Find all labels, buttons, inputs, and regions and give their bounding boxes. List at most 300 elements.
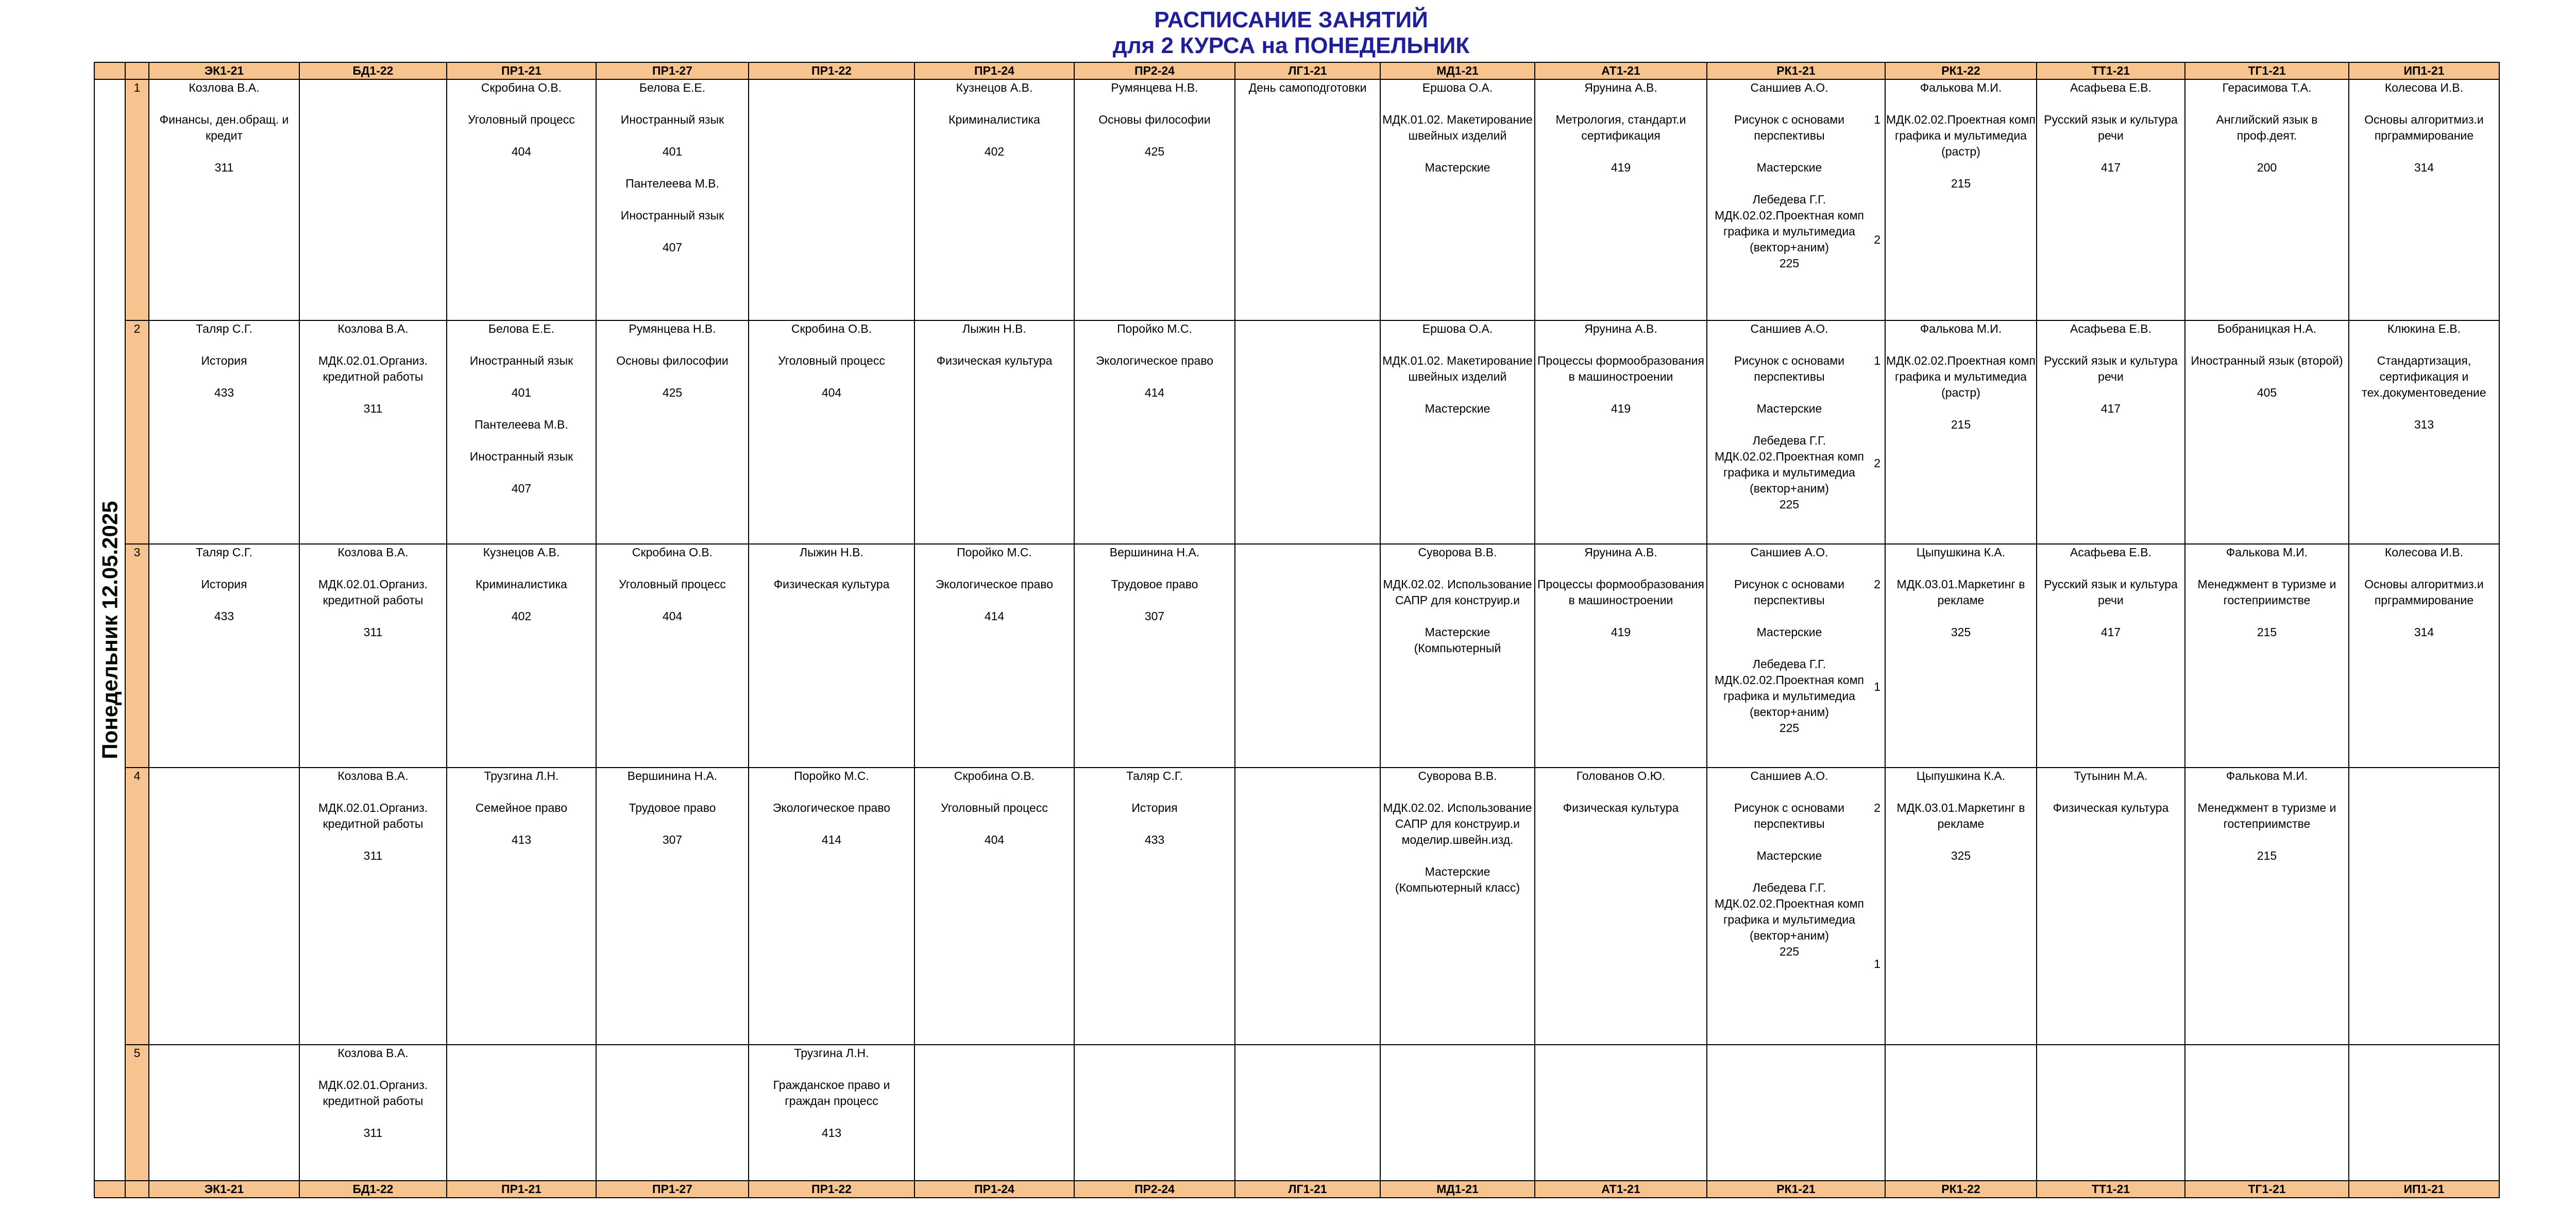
teacher-name: Пантелеева М.В. (474, 418, 568, 431)
subject-name: МДК.03.01.Маркетинг в рекламе (1896, 801, 2025, 830)
teacher-name: Козлова В.А. (337, 546, 409, 559)
period-number: 4 (125, 768, 149, 1045)
day-label: Понедельник 12.05.2025 (97, 501, 122, 759)
subgroup-number: 1 (1874, 680, 1880, 693)
room-number: 311 (363, 625, 383, 639)
lesson-cell (149, 768, 299, 1045)
teacher-name: Кузнецов А.В. (956, 81, 1033, 94)
subject-name: Менеджмент в туризме и гостеприимстве (2197, 577, 2336, 607)
lesson-cell (1885, 768, 2037, 1045)
subject-name: История (201, 577, 247, 591)
period-row (94, 320, 2499, 544)
group-header: ИП1-21 (2349, 62, 2499, 79)
lesson-cell (2185, 768, 2349, 1045)
subject-name: Трудовое право (629, 801, 716, 814)
teacher-name: Таляр С.Г. (1126, 769, 1183, 782)
subject-name: Физическая культура (1563, 801, 1679, 814)
subject-name: День самоподготовки (1248, 81, 1367, 94)
lesson-cell (1074, 79, 1235, 320)
room-number: Мастерские (Компьютерный (1414, 625, 1501, 655)
lesson-cell (1074, 768, 1235, 1045)
lesson-cell (2349, 79, 2499, 320)
room-number: 414 (821, 833, 842, 846)
room-number: 311 (363, 1126, 383, 1139)
lesson-cell (2185, 79, 2349, 320)
day-cell (94, 79, 125, 1181)
subject-name: История (201, 354, 247, 367)
teacher-name: Козлова В.А. (337, 769, 409, 782)
group-header: ЛГ1-21 (1235, 1181, 1380, 1198)
group-header: РК1-22 (1885, 62, 2037, 79)
subject-name: Основы философии (616, 354, 728, 367)
subject-name: Уголовный процесс (619, 577, 726, 591)
room-number: 200 (2257, 161, 2277, 174)
subject-name: Финансы, ден.обращ. и кредит (159, 113, 289, 142)
teacher-name: Кузнецов А.В. (483, 546, 560, 559)
room-number: 404 (984, 833, 1005, 846)
room-number: 407 (511, 482, 532, 495)
subject-name: Иностранный язык (469, 354, 573, 367)
period-number: 1 (125, 79, 149, 320)
bottom-header-row (94, 1181, 2499, 1198)
teacher-name: Суворова В.В. (1418, 546, 1497, 559)
subject-name: Стандартизация, сертификация и тех.документоведение (2362, 354, 2486, 399)
subject-name: Иностранный язык (620, 113, 724, 126)
subject-name: Английский язык в проф.деят. (2216, 113, 2318, 142)
room-number: 225 (1779, 721, 1800, 735)
lesson-cell (299, 320, 447, 544)
lesson-cell (1235, 1045, 1380, 1181)
teacher-name: Фалькова М.И. (1920, 81, 2002, 94)
room-number: Мастерские (1756, 161, 1822, 174)
group-header: ПР1-24 (914, 62, 1074, 79)
lesson-cell (447, 1045, 596, 1181)
lesson-cell (1380, 1045, 1535, 1181)
lesson-cell (299, 768, 447, 1045)
room-number: 215 (1951, 418, 1971, 431)
room-number: 314 (2414, 625, 2434, 639)
subject-name: Криминалистика (476, 577, 567, 591)
teacher-name: Лебедева Г.Г. (1752, 434, 1826, 447)
teacher-name: Цыпушкина К.А. (1916, 769, 2006, 782)
lesson-cell (2185, 320, 2349, 544)
lesson-cell (914, 544, 1074, 768)
teacher-name: Бобраницкая Н.А. (2217, 322, 2317, 335)
subject-name: МДК.02.01.Организ. кредитной работы (318, 1078, 428, 1108)
room-number: 404 (821, 386, 842, 399)
teacher-name: Таляр С.Г. (196, 546, 252, 559)
lesson-cell (596, 1045, 749, 1181)
group-header: ПР1-21 (447, 62, 596, 79)
subject-name: Русский язык и культура речи (2044, 577, 2178, 607)
teacher-name: Румянцева Н.В. (629, 322, 716, 335)
header-corner (125, 62, 149, 79)
subject-name: МДК.02.01.Организ. кредитной работы (318, 577, 428, 607)
subject-name: МДК.02.01.Организ. кредитной работы (318, 801, 428, 830)
subject-name: История (1131, 801, 1178, 814)
room-number: 313 (2414, 418, 2434, 431)
lesson-cell (1707, 320, 1885, 544)
room-number: 215 (2257, 625, 2277, 639)
lesson-cell (1885, 1045, 2037, 1181)
lesson-cell (1885, 320, 2037, 544)
subject-name: Уголовный процесс (468, 113, 575, 126)
teacher-name: Лебедева Г.Г. (1752, 193, 1826, 206)
lesson-cell (2349, 1045, 2499, 1181)
room-number: Мастерские (1425, 402, 1490, 415)
lesson-cell (2349, 320, 2499, 544)
teacher-name: Трузгина Л.Н. (794, 1046, 869, 1060)
period-number: 3 (125, 544, 149, 768)
teacher-name: Ершова О.А. (1422, 81, 1493, 94)
teacher-name: Фалькова М.И. (2226, 546, 2308, 559)
teacher-name: Вершинина Н.А. (627, 769, 718, 782)
teacher-name: Асафьева Е.В. (2070, 81, 2151, 94)
teacher-name: Пантелеева М.В. (625, 177, 719, 190)
teacher-name: Козлова В.А. (189, 81, 260, 94)
lesson-cell (2349, 768, 2499, 1045)
room-number: 413 (821, 1126, 842, 1139)
teacher-name: Саншиев А.О. (1750, 81, 1828, 94)
subject-name: МДК.02.02.Проектная комп графика и мультимедиа (вектор+аним) (1715, 209, 1864, 254)
teacher-name: Скробина О.В. (481, 81, 562, 94)
teacher-name: Саншиев А.О. (1750, 546, 1828, 559)
lesson-cell (1074, 1045, 1235, 1181)
teacher-name: Ярунина А.В. (1584, 322, 1657, 335)
room-number: 407 (662, 241, 683, 254)
lesson-cell (1707, 1045, 1885, 1181)
lesson-cell (1707, 768, 1885, 1045)
subject-name: МДК.02.02. Использование САПР для конструир.и (1383, 577, 1532, 607)
lesson-cell (447, 320, 596, 544)
group-header: ПР2-24 (1074, 1181, 1235, 1198)
subject-name: Иностранный язык (620, 209, 724, 222)
teacher-name: Белова Е.Е. (639, 81, 706, 94)
subject-name: МДК.02.02.Проектная комп графика и мультимедиа (растр) (1886, 113, 2036, 158)
room-number: 417 (2100, 625, 2121, 639)
lesson-cell (1535, 79, 1707, 320)
lesson-cell (914, 79, 1074, 320)
group-header: АТ1-21 (1535, 1181, 1707, 1198)
room-number: 404 (662, 609, 683, 623)
group-header: ПР2-24 (1074, 62, 1235, 79)
teacher-name: Саншиев А.О. (1750, 769, 1828, 782)
teacher-name: Голованов О.Ю. (1576, 769, 1666, 782)
lesson-cell (596, 768, 749, 1045)
room-number: 433 (214, 609, 234, 623)
period-row (94, 79, 2499, 320)
group-header: АТ1-21 (1535, 62, 1707, 79)
subject-name: Рисунок с основами перспективы (1734, 354, 1845, 383)
period-number: 5 (125, 1045, 149, 1181)
room-number: 417 (2100, 161, 2121, 174)
room-number: 311 (363, 402, 383, 415)
teacher-name: Скробина О.В. (954, 769, 1035, 782)
subject-name: Физическая культура (936, 354, 1053, 367)
lesson-cell (1535, 544, 1707, 768)
lesson-cell (1235, 544, 1380, 768)
lesson-cell (749, 1045, 914, 1181)
teacher-name: Тутынин М.А. (2074, 769, 2148, 782)
subject-name: Основы алгоритмиз.и прграммирование (2364, 577, 2484, 607)
room-number: 225 (1779, 257, 1800, 270)
subject-name: Трудовое право (1111, 577, 1198, 591)
group-header: ТТ1-21 (2037, 62, 2185, 79)
teacher-name: Клюкина Е.В. (2387, 322, 2461, 335)
page-subtitle: для 2 КУРСА на ПОНЕДЕЛЬНИК (1112, 33, 1470, 58)
subject-name: МДК.02.02.Проектная комп графика и мультимедиа (растр) (1886, 354, 2036, 399)
subject-name: МДК.03.01.Маркетинг в рекламе (1896, 577, 2025, 607)
lesson-cell (299, 79, 447, 320)
room-number: 425 (662, 386, 683, 399)
room-number: 402 (511, 609, 532, 623)
period-row (94, 768, 2499, 1045)
teacher-name: Саншиев А.О. (1750, 322, 1828, 335)
subject-name: Криминалистика (948, 113, 1040, 126)
room-number: 325 (1951, 625, 1971, 639)
room-number: Мастерские (1756, 849, 1822, 862)
subgroup-number: 1 (1874, 957, 1880, 971)
lesson-cell (1707, 544, 1885, 768)
subgroup-number: 1 (1874, 113, 1880, 126)
teacher-name: Вершинина Н.А. (1109, 546, 1200, 559)
room-number: Мастерские (1756, 625, 1822, 639)
room-number: 425 (1144, 145, 1165, 158)
room-number: 225 (1779, 945, 1800, 958)
room-number: 314 (2414, 161, 2434, 174)
subject-name: Экологическое право (935, 577, 1054, 591)
teacher-name: Лыжин Н.В. (962, 322, 1026, 335)
lesson-cell (2037, 1045, 2185, 1181)
group-header: БД1-22 (299, 1181, 447, 1198)
subject-name: Процессы формообразования в машиностроении (1537, 577, 1704, 607)
teacher-name: Румянцева Н.В. (1111, 81, 1198, 94)
lesson-cell (1380, 768, 1535, 1045)
lesson-cell (447, 544, 596, 768)
subject-name: Основы философии (1098, 113, 1211, 126)
lesson-cell (596, 544, 749, 768)
room-number: 419 (1611, 161, 1631, 174)
lesson-cell (447, 768, 596, 1045)
group-header: ЭК1-21 (149, 1181, 299, 1198)
subgroup-number: 2 (1874, 233, 1880, 246)
lesson-cell (149, 1045, 299, 1181)
teacher-name: Асафьева Е.В. (2070, 546, 2151, 559)
room-number: 419 (1611, 402, 1631, 415)
room-number: 401 (662, 145, 683, 158)
subject-name: Русский язык и культура речи (2044, 354, 2178, 383)
lesson-cell (914, 768, 1074, 1045)
room-number: 419 (1611, 625, 1631, 639)
group-header: ПР1-22 (749, 1181, 914, 1198)
room-number: 404 (511, 145, 532, 158)
subject-name: Экологическое право (1095, 354, 1214, 367)
teacher-name: Лебедева Г.Г. (1752, 657, 1826, 671)
subject-name: Рисунок с основами перспективы (1734, 577, 1845, 607)
teacher-name: Ярунина А.В. (1584, 81, 1657, 94)
group-header: ТГ1-21 (2185, 62, 2349, 79)
group-header: РК1-21 (1707, 1181, 1885, 1198)
schedule-table (94, 62, 2500, 1198)
subject-name: МДК.02.02. Использование САПР для конструир.и моделир.швейн.изд. (1383, 801, 1532, 846)
group-header: РК1-22 (1885, 1181, 2037, 1198)
room-number: 405 (2257, 386, 2277, 399)
teacher-name: Скробина О.В. (791, 322, 872, 335)
lesson-cell (1074, 320, 1235, 544)
lesson-cell (1380, 320, 1535, 544)
lesson-cell (749, 768, 914, 1045)
subject-name: Иностранный язык (второй) (2191, 354, 2343, 367)
teacher-name: Белова Е.Е. (488, 322, 555, 335)
lesson-cell (2185, 544, 2349, 768)
lesson-cell (1885, 79, 2037, 320)
subject-name: Рисунок с основами перспективы (1734, 801, 1845, 830)
teacher-name: Суворова В.В. (1418, 769, 1497, 782)
lesson-cell (596, 320, 749, 544)
subject-name: Менеджмент в туризме и гостеприимстве (2197, 801, 2336, 830)
subject-name: Уголовный процесс (941, 801, 1048, 814)
lesson-cell (1707, 79, 1885, 320)
lesson-cell (2037, 320, 2185, 544)
lesson-cell (1380, 79, 1535, 320)
lesson-cell (2037, 544, 2185, 768)
lesson-cell (1535, 768, 1707, 1045)
lesson-cell (149, 79, 299, 320)
subgroup-number: 1 (1874, 354, 1880, 367)
subject-name: МДК.02.02.Проектная комп графика и мультимедиа (вектор+аним) (1715, 897, 1864, 942)
group-header: ИП1-21 (2349, 1181, 2499, 1198)
room-number: Мастерские (1425, 161, 1490, 174)
teacher-name: Козлова В.А. (337, 1046, 409, 1060)
group-header: ПР1-21 (447, 1181, 596, 1198)
lesson-cell (914, 1045, 1074, 1181)
period-number: 2 (125, 320, 149, 544)
group-header: ПР1-24 (914, 1181, 1074, 1198)
subgroup-number: 2 (1874, 577, 1880, 591)
subject-name: Метрология, стандарт.и сертификация (1555, 113, 1686, 142)
group-header: ТГ1-21 (2185, 1181, 2349, 1198)
page-title: РАСПИСАНИЕ ЗАНЯТИЙ (1154, 7, 1428, 32)
room-number: 215 (2257, 849, 2277, 862)
top-header-row (94, 62, 2499, 79)
room-number: Мастерские (1756, 402, 1822, 415)
group-header: РК1-21 (1707, 62, 1885, 79)
group-header: ТТ1-21 (2037, 1181, 2185, 1198)
header-corner (94, 1181, 125, 1198)
subject-name: МДК.02.01.Организ. кредитной работы (318, 354, 428, 383)
teacher-name: Поройко М.С. (1117, 322, 1192, 335)
group-header: ПР1-27 (596, 1181, 749, 1198)
room-number: 307 (662, 833, 683, 846)
subject-name: Процессы формообразования в машиностроении (1537, 354, 1704, 383)
teacher-name: Ершова О.А. (1422, 322, 1493, 335)
subject-name: Основы алгоритмиз.и прграммирование (2364, 113, 2484, 142)
lesson-cell (2185, 1045, 2349, 1181)
subject-name: Рисунок с основами перспективы (1734, 113, 1845, 142)
room-number: 401 (511, 386, 532, 399)
teacher-name: Скробина О.В. (632, 546, 713, 559)
room-number: 225 (1779, 498, 1800, 511)
header-corner (125, 1181, 149, 1198)
room-number: 433 (214, 386, 234, 399)
lesson-cell (1235, 768, 1380, 1045)
header-corner (94, 62, 125, 79)
subject-name: Уголовный процесс (778, 354, 885, 367)
teacher-name: Колесова И.В. (2384, 81, 2464, 94)
lesson-cell (149, 544, 299, 768)
teacher-name: Поройко М.С. (957, 546, 1032, 559)
subject-name: Семейное право (475, 801, 568, 814)
lesson-cell (447, 79, 596, 320)
lesson-cell (299, 544, 447, 768)
subject-name: Гражданское право и граждан процесс (773, 1078, 890, 1108)
room-number: 311 (363, 849, 383, 862)
room-number: 307 (1144, 609, 1165, 623)
teacher-name: Асафьева Е.В. (2070, 322, 2151, 335)
teacher-name: Фалькова М.И. (1920, 322, 2002, 335)
subject-name: МДК.02.02.Проектная комп графика и мультимедиа (вектор+аним) (1715, 673, 1864, 719)
subject-name: Иностранный язык (469, 450, 573, 463)
teacher-name: Трузгина Л.Н. (484, 769, 559, 782)
group-header: ЛГ1-21 (1235, 62, 1380, 79)
lesson-cell (2037, 768, 2185, 1045)
lesson-cell (1235, 79, 1380, 320)
subject-name: МДК.01.02. Макетирование швейных изделий (1382, 354, 1533, 383)
lesson-cell (596, 79, 749, 320)
teacher-name: Колесова И.В. (2384, 546, 2464, 559)
subject-name: МДК.01.02. Макетирование швейных изделий (1382, 113, 1533, 142)
group-header: ПР1-27 (596, 62, 749, 79)
room-number: 215 (1951, 177, 1971, 190)
teacher-name: Герасимова Т.А. (2222, 81, 2312, 94)
lesson-cell (1380, 544, 1535, 768)
lesson-cell (749, 544, 914, 768)
lesson-cell (149, 320, 299, 544)
room-number: 325 (1951, 849, 1971, 862)
lesson-cell (1885, 544, 2037, 768)
lesson-cell (1535, 320, 1707, 544)
lesson-cell (1235, 320, 1380, 544)
teacher-name: Лебедева Г.Г. (1752, 881, 1826, 894)
period-row (94, 544, 2499, 768)
subject-name: Физическая культура (773, 577, 890, 591)
group-header: МД1-21 (1380, 1181, 1535, 1198)
room-number: 414 (1144, 386, 1165, 399)
room-number: Мастерские (Компьютерный класс) (1395, 865, 1520, 894)
subject-name: Русский язык и культура речи (2044, 113, 2178, 142)
lesson-cell (914, 320, 1074, 544)
room-number: 402 (984, 145, 1005, 158)
subgroup-number: 2 (1874, 801, 1880, 814)
teacher-name: Цыпушкина К.А. (1916, 546, 2006, 559)
room-number: 311 (214, 161, 234, 174)
room-number: 417 (2100, 402, 2121, 415)
room-number: 413 (511, 833, 532, 846)
group-header: ЭК1-21 (149, 62, 299, 79)
lesson-cell (749, 320, 914, 544)
teacher-name: Поройко М.С. (794, 769, 869, 782)
subject-name: Физическая культура (2053, 801, 2169, 814)
lesson-cell (1074, 544, 1235, 768)
teacher-name: Фалькова М.И. (2226, 769, 2308, 782)
lesson-cell (1535, 1045, 1707, 1181)
teacher-name: Ярунина А.В. (1584, 546, 1657, 559)
teacher-name: Лыжин Н.В. (800, 546, 863, 559)
lesson-cell (299, 1045, 447, 1181)
teacher-name: Таляр С.Г. (196, 322, 252, 335)
lesson-cell (2037, 79, 2185, 320)
subgroup-number: 2 (1874, 456, 1880, 470)
